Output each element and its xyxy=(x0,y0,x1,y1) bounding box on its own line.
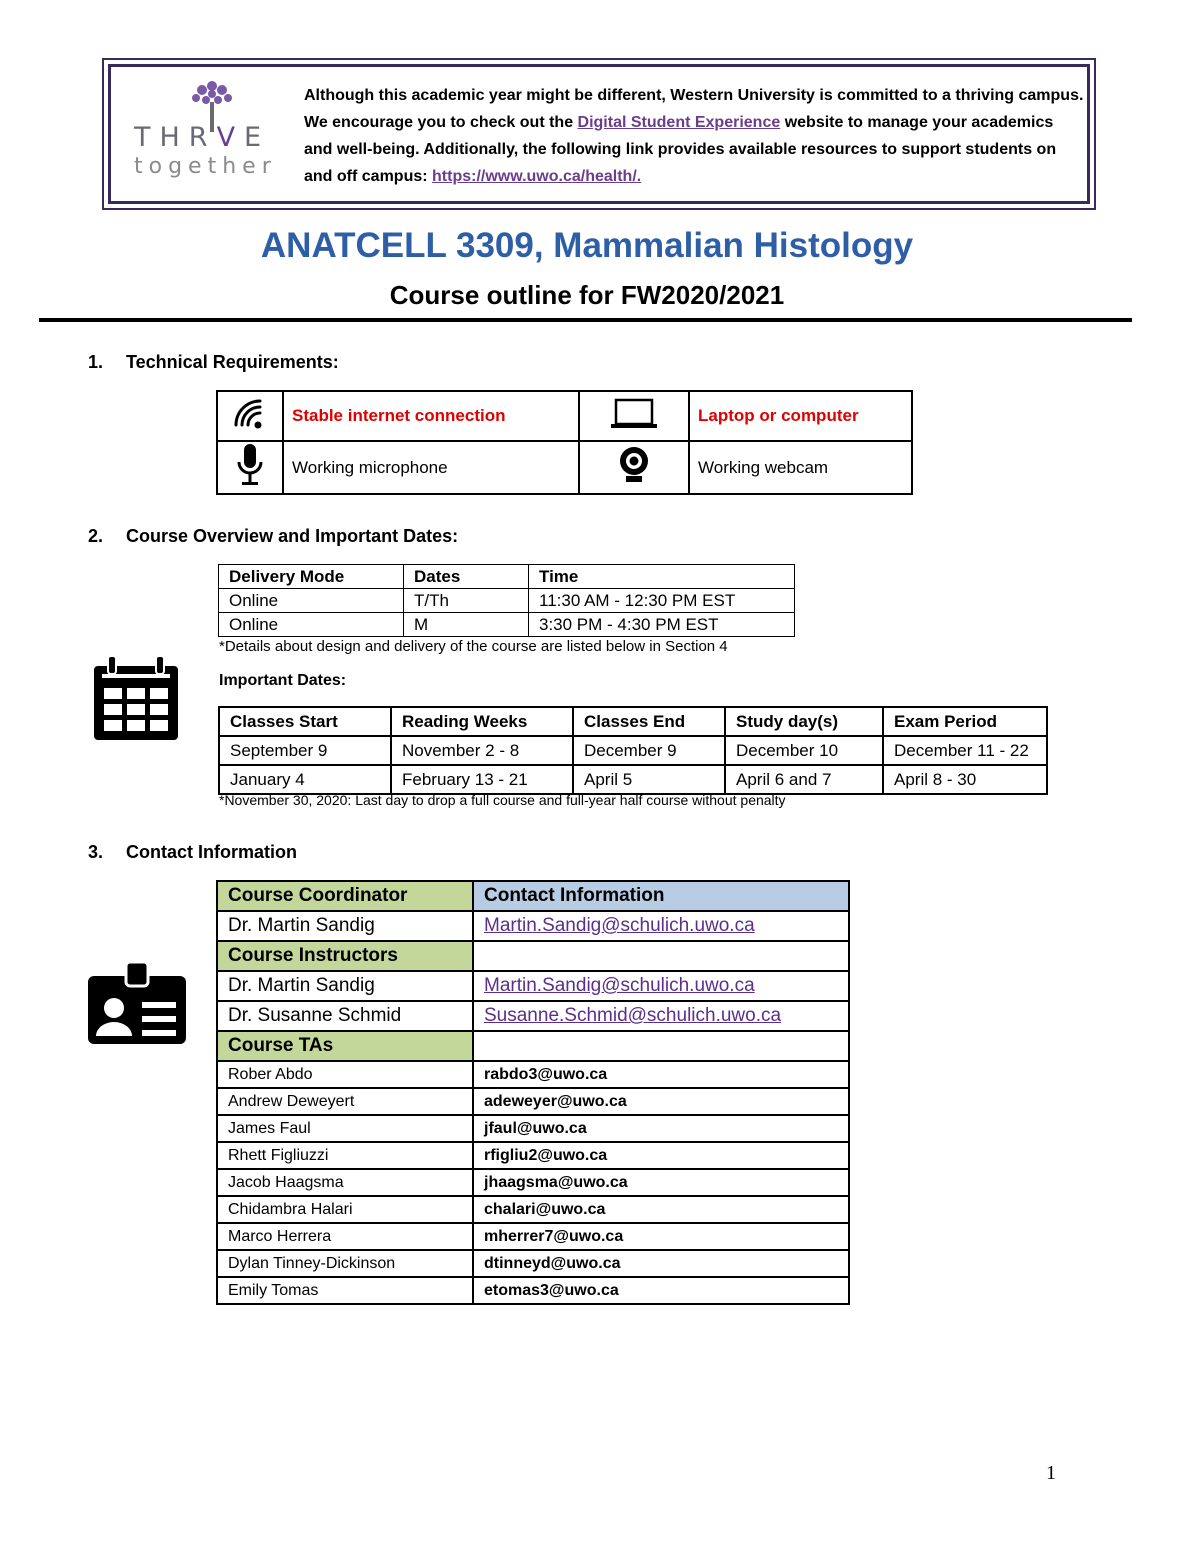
wifi-icon xyxy=(217,391,283,441)
banner-message: Although this academic year might be different, Western University is committed to a thriving campus. We encourage you to check out the Digital Student Experience website to manage your academics and well-being. Additionally, the following link provides available resources to support students on and off campus: https://www.uwo.ca/health/. xyxy=(304,87,1084,185)
page-number: 1 xyxy=(1046,1462,1056,1484)
table-row xyxy=(219,736,1047,765)
title-divider xyxy=(39,318,1132,322)
delivery-cell: Online xyxy=(219,613,404,637)
dates-cell: February 13 - 21 xyxy=(391,765,573,794)
ta-name: Rhett Figliuzzi xyxy=(217,1142,473,1169)
delivery-cell: M xyxy=(404,613,529,637)
dates-header: Reading Weeks xyxy=(391,707,573,736)
dates-cell: December 9 xyxy=(573,736,725,765)
microphone-icon xyxy=(217,441,283,494)
delivery-note: *Details about design and delivery of the course are listed below in Section 4 xyxy=(219,638,728,655)
dates-header: Classes End xyxy=(573,707,725,736)
ta-name: Andrew Deweyert xyxy=(217,1088,473,1115)
dates-cell: April 5 xyxy=(573,765,725,794)
delivery-header-mode: Delivery Mode xyxy=(219,565,404,589)
laptop-icon xyxy=(579,391,689,441)
instructor-name: Dr. Susanne Schmid xyxy=(217,1001,473,1031)
coordinator-header: Course Coordinator xyxy=(217,881,473,911)
delivery-cell: 11:30 AM - 12:30 PM EST xyxy=(529,589,795,613)
table-row xyxy=(217,1088,849,1115)
dates-header: Classes Start xyxy=(219,707,391,736)
table-row xyxy=(217,1169,849,1196)
dates-cell: December 11 - 22 xyxy=(883,736,1047,765)
dates-cell: April 6 and 7 xyxy=(725,765,883,794)
ta-email: dtinneyd@uwo.ca xyxy=(473,1250,849,1277)
ta-name: Rober Abdo xyxy=(217,1061,473,1088)
delivery-cell: 3:30 PM - 4:30 PM EST xyxy=(529,613,795,637)
dates-header: Exam Period xyxy=(883,707,1047,736)
table-row xyxy=(217,1061,849,1088)
table-row xyxy=(219,765,1047,794)
coordinator-email-link[interactable]: Martin.Sandig@schulich.uwo.ca xyxy=(484,915,755,936)
ta-email: chalari@uwo.ca xyxy=(473,1196,849,1223)
table-row xyxy=(217,911,849,941)
table-row xyxy=(217,1250,849,1277)
delivery-table xyxy=(218,564,795,637)
table-row xyxy=(219,589,795,613)
dates-cell: January 4 xyxy=(219,765,391,794)
ta-email: adeweyer@uwo.ca xyxy=(473,1088,849,1115)
ta-name: Jacob Haagsma xyxy=(217,1169,473,1196)
dates-header: Study day(s) xyxy=(725,707,883,736)
ta-name: Dylan Tinney-Dickinson xyxy=(217,1250,473,1277)
delivery-header-dates: Dates xyxy=(404,565,529,589)
section-1-heading: 1. Technical Requirements: xyxy=(88,352,339,372)
together-logo-text: together xyxy=(134,154,277,179)
course-title: ANATCELL 3309, Mammalian Histology xyxy=(260,226,914,265)
table-row xyxy=(219,613,795,637)
important-dates-heading: Important Dates: xyxy=(219,672,347,689)
id-card-icon xyxy=(88,962,186,1044)
table-row xyxy=(217,1001,849,1031)
table-row xyxy=(217,1142,849,1169)
table-row xyxy=(217,1115,849,1142)
dates-cell: December 10 xyxy=(725,736,883,765)
table-row xyxy=(217,1277,849,1304)
contact-table xyxy=(216,880,850,1305)
ta-name: Marco Herrera xyxy=(217,1223,473,1250)
ta-email: jhaagsma@uwo.ca xyxy=(473,1169,849,1196)
dates-cell: April 8 - 30 xyxy=(883,765,1047,794)
ta-email: mherrer7@uwo.ca xyxy=(473,1223,849,1250)
instructors-header: Course Instructors xyxy=(217,941,473,971)
ta-email: etomas3@uwo.ca xyxy=(473,1277,849,1304)
ta-name: James Faul xyxy=(217,1115,473,1142)
dates-cell: September 9 xyxy=(219,736,391,765)
webcam-icon xyxy=(579,441,689,494)
ta-email: rabdo3@uwo.ca xyxy=(473,1061,849,1088)
instructor-email-link[interactable]: Martin.Sandig@schulich.uwo.ca xyxy=(484,975,755,996)
ta-name: Emily Tomas xyxy=(217,1277,473,1304)
table-row xyxy=(217,1223,849,1250)
dates-cell: November 2 - 8 xyxy=(391,736,573,765)
calendar-icon xyxy=(92,656,180,742)
instructors-header-blank xyxy=(473,941,849,971)
instructor-name: Dr. Martin Sandig xyxy=(217,971,473,1001)
section-3-heading: 3. Contact Information xyxy=(88,842,297,862)
req-webcam: Working webcam xyxy=(689,441,912,494)
table-row xyxy=(217,971,849,1001)
req-laptop: Laptop or computer xyxy=(689,391,912,441)
table-row xyxy=(217,1196,849,1223)
instructor-email-link[interactable]: Susanne.Schmid@schulich.uwo.ca xyxy=(484,1005,782,1026)
health-resources-link[interactable]: https://www.uwo.ca/health/. xyxy=(432,168,642,185)
delivery-cell: T/Th xyxy=(404,589,529,613)
drop-deadline-note: *November 30, 2020: Last day to drop a full course and full-year half course without penalty xyxy=(219,792,786,808)
ta-name: Chidambra Halari xyxy=(217,1196,473,1223)
delivery-cell: Online xyxy=(219,589,404,613)
section-2-heading: 2. Course Overview and Important Dates: xyxy=(88,526,459,546)
coordinator-name: Dr. Martin Sandig xyxy=(217,911,473,941)
req-internet: Stable internet connection xyxy=(283,391,579,441)
tas-header-blank xyxy=(473,1031,849,1061)
course-subtitle: Course outline for FW2020/2021 xyxy=(389,280,785,310)
important-dates-table xyxy=(218,706,1048,795)
thrive-logo: THRVE xyxy=(134,122,271,153)
delivery-header-time: Time xyxy=(529,565,795,589)
ta-email: jfaul@uwo.ca xyxy=(473,1115,849,1142)
ta-email: rfigliu2@uwo.ca xyxy=(473,1142,849,1169)
req-microphone: Working microphone xyxy=(283,441,579,494)
tas-header: Course TAs xyxy=(217,1031,473,1061)
technical-requirements-table xyxy=(216,390,913,495)
digital-student-experience-link[interactable]: Digital Student Experience xyxy=(577,114,781,131)
contact-info-header: Contact Information xyxy=(473,881,849,911)
